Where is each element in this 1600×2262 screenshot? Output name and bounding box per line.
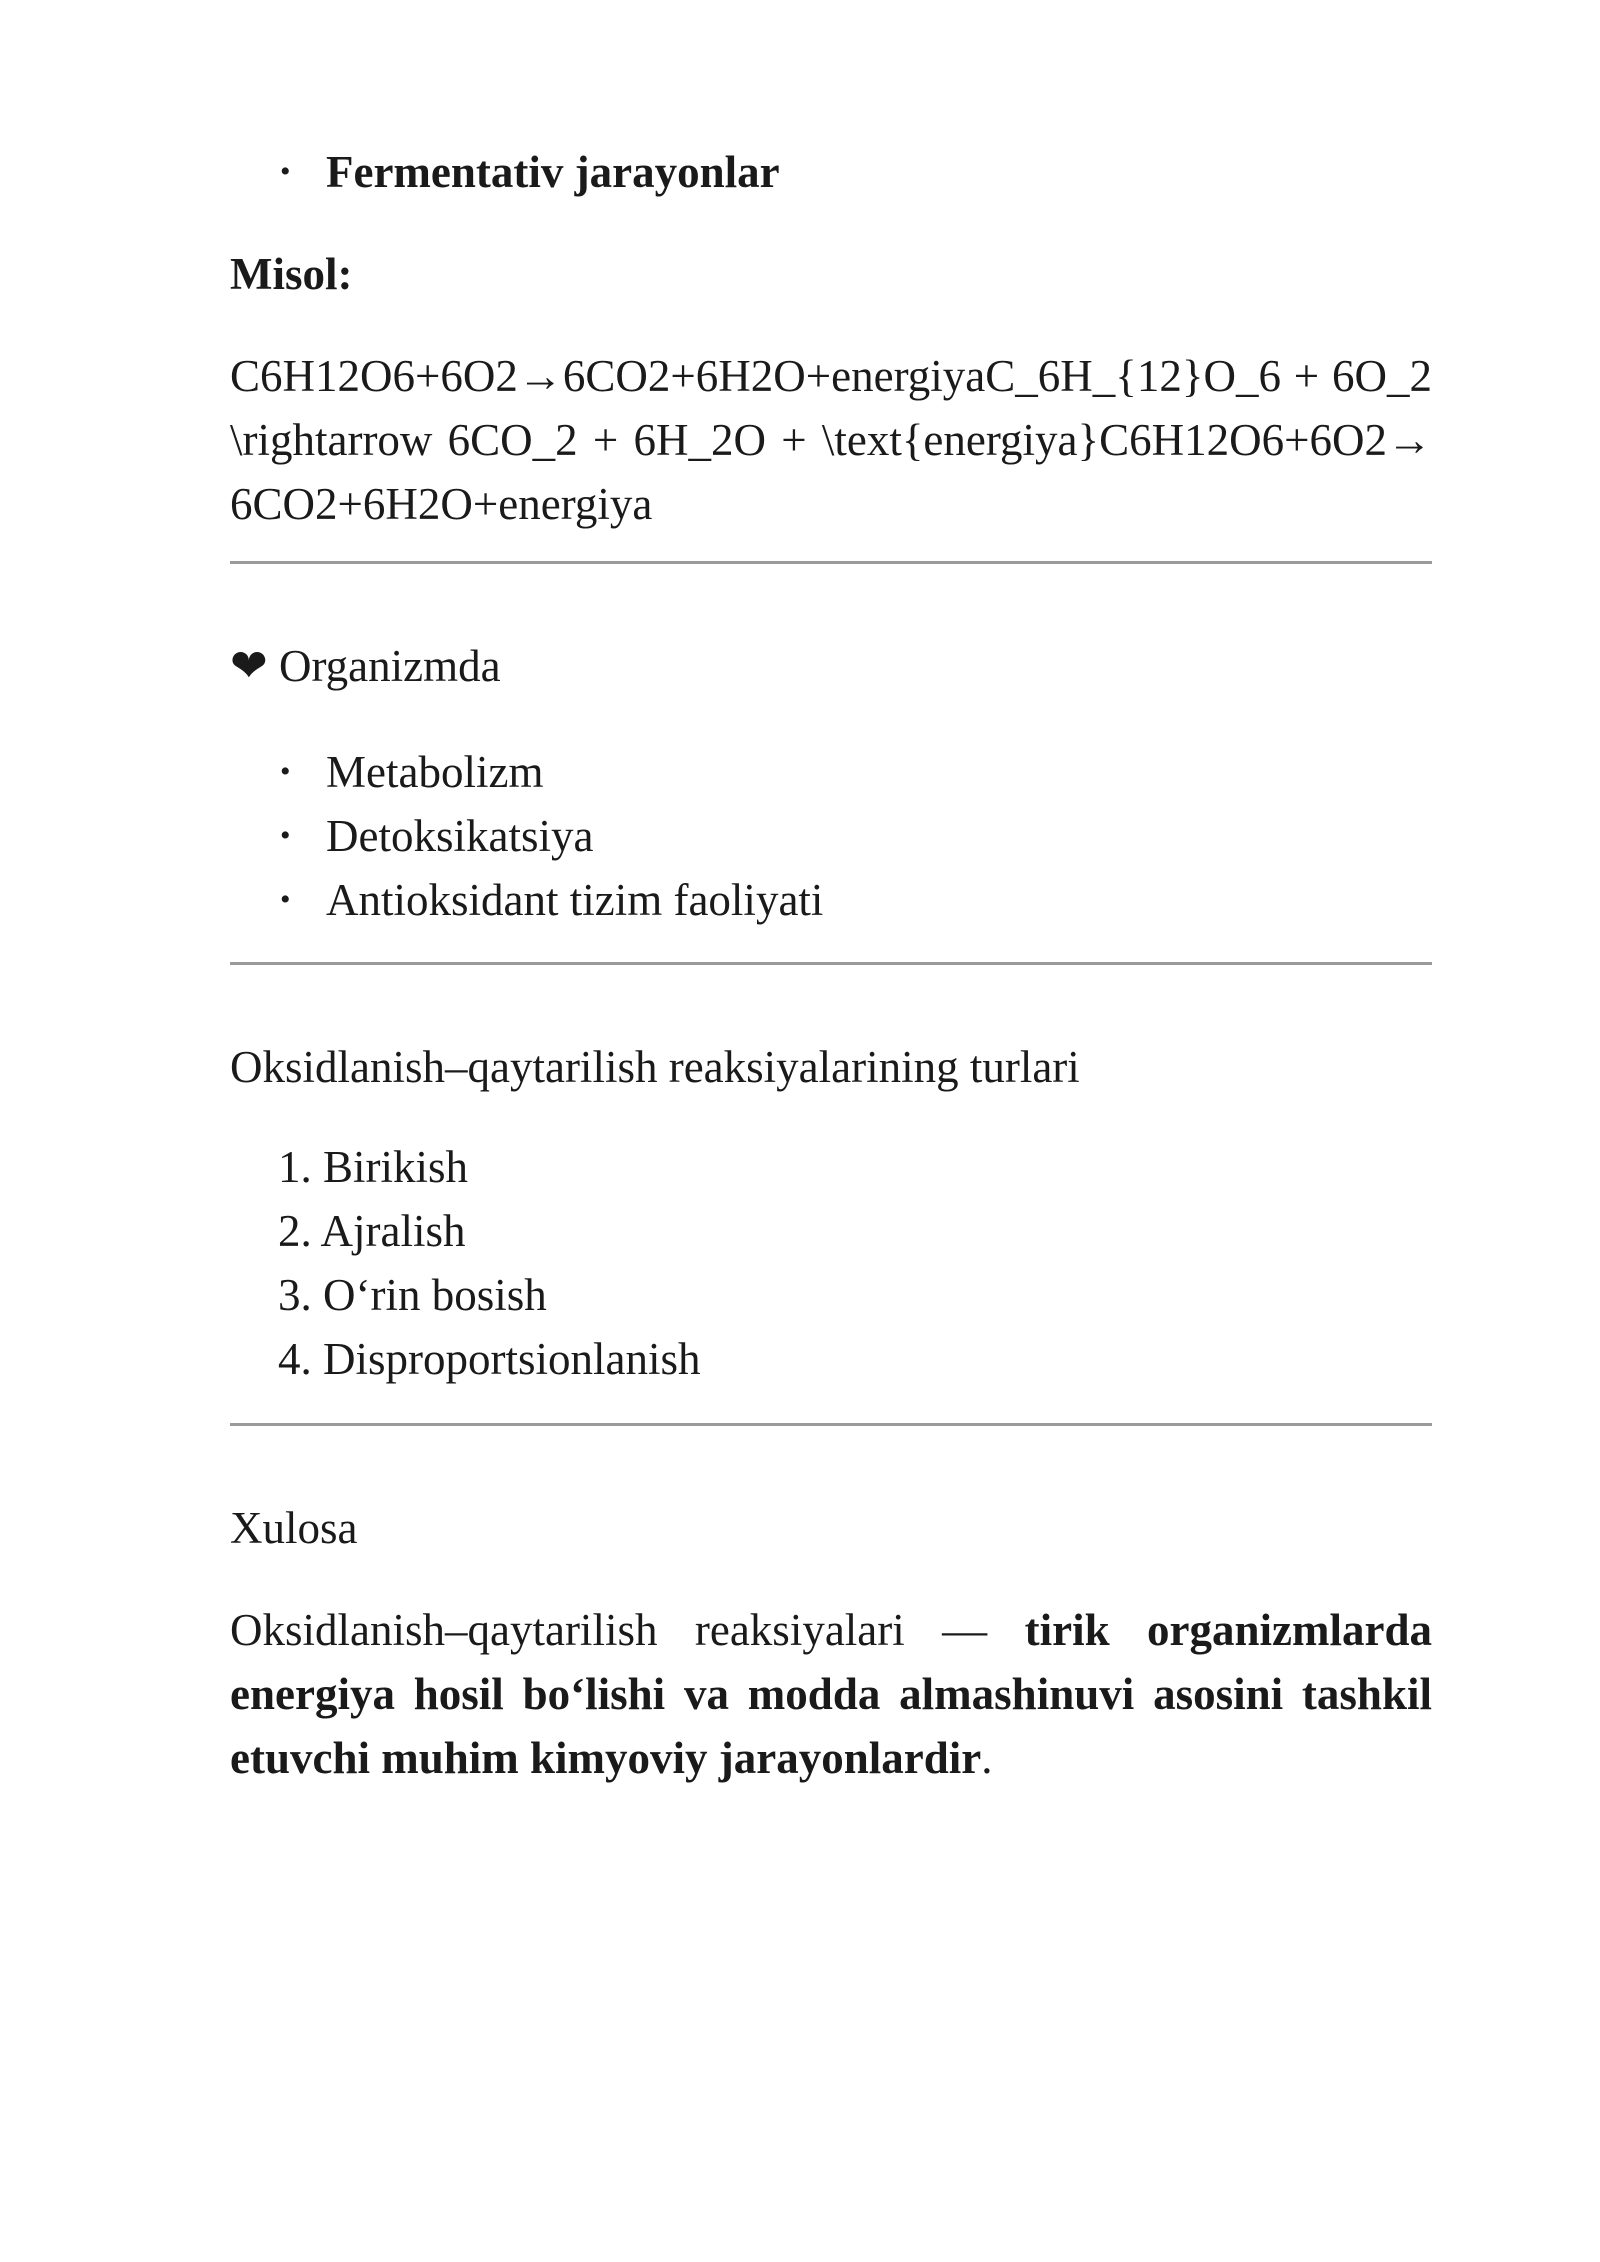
bullet-dot: •: [280, 755, 291, 788]
example-formula: C6H12O6+6O2→6CO2+6H2O+energiyaC_6H_{12}O_6 + 6O_2 \rightarrow 6CO_2 + 6H_2O + \text{energiya}C6H12O6+6O2→6CO2+6H2O+energiya: [230, 351, 1432, 529]
bullet-dot: •: [280, 155, 291, 188]
organism-list: [230, 740, 1432, 932]
list-item: [230, 868, 1432, 932]
list-item-label: Antioksidant tizim faoliyati: [326, 875, 824, 925]
conclusion-heading: Xulosa: [230, 1503, 358, 1553]
bullet-dot: •: [280, 883, 291, 916]
example-label: Misol:: [230, 249, 353, 299]
fermentativ-list: [230, 140, 1432, 204]
section-divider: [230, 962, 1432, 965]
types-heading: Oksidlanish–qaytarilish reaksiyalarining turlari: [230, 1042, 1080, 1092]
list-item: 2. Ajralish: [278, 1206, 466, 1256]
bullet-dot: •: [280, 819, 291, 852]
section-divider: [230, 1423, 1432, 1426]
conclusion-text-plain: Oksidlanish–qaytarilish reaksiyalari —: [230, 1605, 1025, 1655]
fermentativ-label: Fermentativ jarayonlar: [326, 147, 780, 197]
list-item: [230, 740, 1432, 804]
list-item: 1. Birikish: [278, 1142, 469, 1192]
list-item-label: Detoksikatsiya: [326, 811, 594, 861]
document-page: [230, 140, 1432, 1790]
list-item-label: Metabolizm: [326, 747, 544, 797]
conclusion-paragraph: [230, 1598, 1432, 1790]
section-divider: [230, 561, 1432, 564]
list-item: [230, 140, 1432, 204]
conclusion-text-bold: tirik organizmlarda energiya hosil bo‘lishi va modda almashinuvi asosini tashkil etuvchi muhim kimyoviy jarayonlardir: [230, 1605, 1432, 1783]
list-item: [230, 804, 1432, 868]
organism-heading-text: Organizmda: [278, 641, 501, 691]
list-item: 3. O‘rin bosish: [278, 1270, 547, 1320]
list-item: 4. Disproportsionlanish: [278, 1334, 701, 1384]
organism-heading: [230, 634, 1432, 698]
types-list: [230, 1135, 1432, 1391]
heart-icon: ❤: [230, 641, 268, 691]
conclusion-text-end: .: [981, 1733, 993, 1783]
